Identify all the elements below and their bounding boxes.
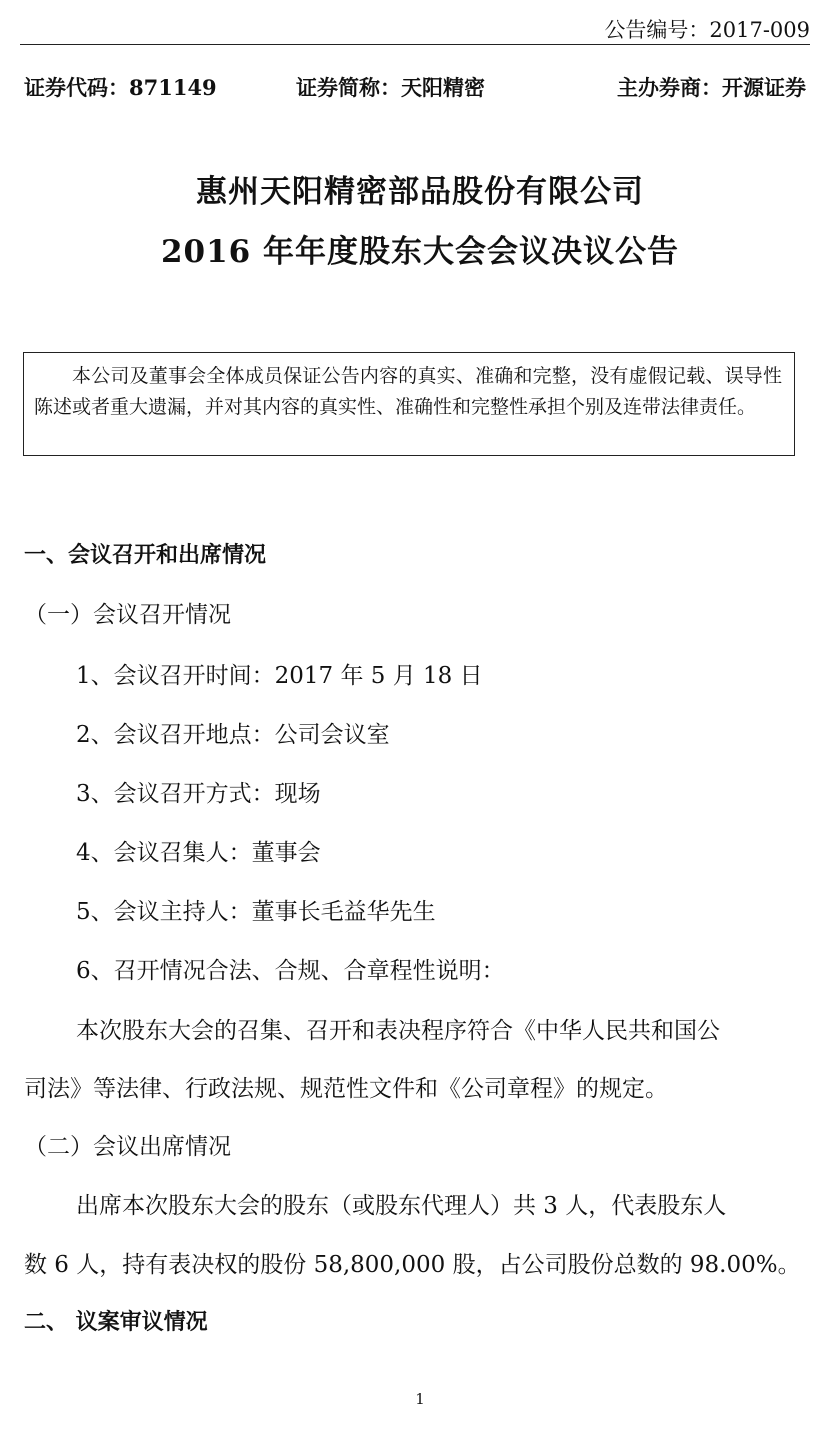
document-title-subject: 2016 年年度股东大会会议决议公告 xyxy=(160,234,680,270)
document-title-company: 惠州天阳精密部品股份有限公司 xyxy=(196,174,644,210)
attendance-paragraph-line: 数 6 人，持有表决权的股份 58,800,000 股，占公司股份总数的 98.00%。 xyxy=(24,1252,801,1278)
list-item: 2、会议召开地点：公司会议室 xyxy=(76,722,390,748)
page-number: 1 xyxy=(415,1390,425,1408)
list-item: 6、召开情况合法、合规、合章程性说明： xyxy=(76,958,505,984)
security-name: 证券简称：天阳精密 xyxy=(296,75,485,100)
section-heading-proposals: 二、 议案审议情况 xyxy=(24,1309,208,1335)
list-item: 1、会议召开时间：2017 年 5 月 18 日 xyxy=(76,663,483,689)
list-item: 4、会议召集人：董事会 xyxy=(76,840,321,866)
attendance-paragraph-line: 出席本次股东大会的股东（或股东代理人）共 3 人，代表股东人 xyxy=(76,1193,727,1219)
subsection-heading-convening: （一）会议召开情况 xyxy=(24,602,231,628)
notice-number: 公告编号：2017-009 xyxy=(604,18,810,42)
legality-paragraph-line: 本次股东大会的召集、召开和表决程序符合《中华人民共和国公 xyxy=(76,1018,720,1044)
header-divider xyxy=(20,44,810,45)
section-heading-meeting: 一、会议召开和出席情况 xyxy=(24,542,267,568)
broker: 主办券商：开源证券 xyxy=(617,75,806,100)
legality-paragraph-line: 司法》等法律、行政法规、规范性文件和《公司章程》的规定。 xyxy=(24,1076,668,1102)
statement-box: 本公司及董事会全体成员保证公告内容的真实、准确和完整，没有虚假记载、误导性陈述或者重大遗漏，并对其内容的真实性、准确性和完整性承担个别及连带法律责任。 xyxy=(23,352,795,456)
subsection-heading-attendance: （二）会议出席情况 xyxy=(24,1134,231,1160)
list-item: 3、会议召开方式：现场 xyxy=(76,781,321,807)
list-item: 5、会议主持人：董事长毛益华先生 xyxy=(76,899,436,925)
security-code: 证券代码：871149 xyxy=(24,75,217,100)
